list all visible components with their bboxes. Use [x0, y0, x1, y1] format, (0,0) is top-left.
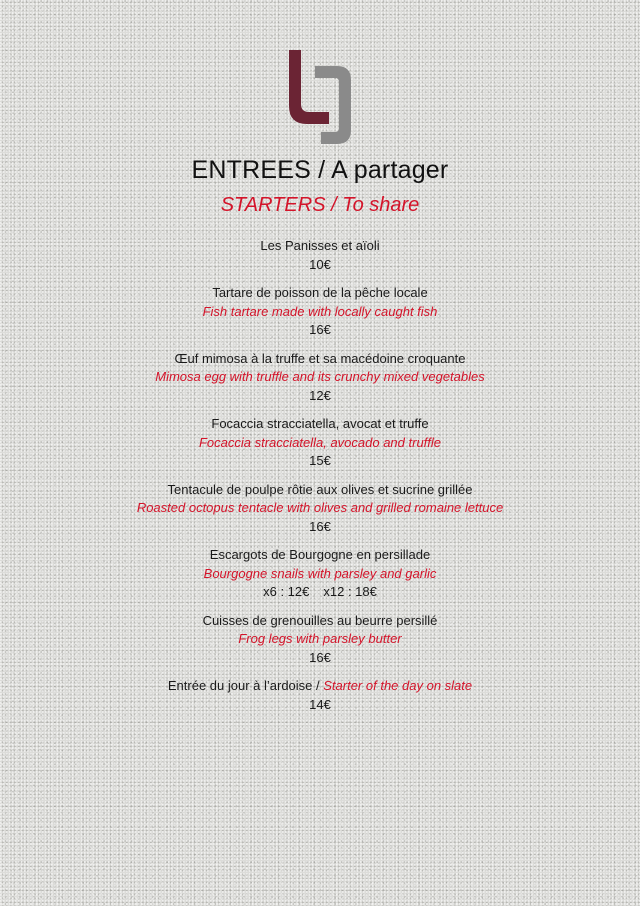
item-name-en: Frog legs with parsley butter [238, 631, 402, 646]
item-name-fr: Œuf mimosa à la truffe et sa macédoine croquante [174, 350, 466, 366]
item-name-en: Roasted octopus tentacle with olives and grilled romaine lettuce [136, 500, 504, 515]
item-name-fr: Les Panisses et aïoli [260, 238, 380, 253]
item-price: 10€ [309, 256, 331, 272]
item-price: 16€ [309, 518, 331, 534]
menu-item-focaccia [0, 415, 640, 471]
item-name-fr: Entrée du jour à l’ardoise / [167, 678, 324, 693]
item-price: 15€ [309, 453, 331, 468]
menu-item-fish-tartare [0, 284, 640, 340]
menu-items-list [0, 237, 640, 724]
item-name-fr: Cuisses de grenouilles au beurre persillé [202, 612, 438, 628]
item-price [0, 583, 640, 602]
item-name-en: Focaccia stracciatella, avocado and truffle [198, 434, 442, 450]
item-price-twelve: x12 : 18€ [323, 584, 377, 599]
item-name-line [0, 677, 640, 696]
item-name-en: Bourgogne snails with parsley and garlic [203, 565, 437, 581]
item-name-fr: Escargots de Bourgogne en persillade [209, 547, 431, 562]
item-name-fr: Focaccia stracciatella, avocat et truffe [211, 416, 429, 431]
menu-item-mimosa-egg [0, 350, 640, 406]
item-name-en: Fish tartare made with locally caught fish [202, 303, 438, 319]
item-price: 16€ [309, 649, 331, 665]
menu-item-escargots [0, 546, 640, 602]
item-name-en: Starter of the day on slate [323, 678, 473, 693]
item-name-fr: Tartare de poisson de la pêche locale [212, 285, 428, 300]
item-price: 16€ [309, 322, 331, 337]
item-price: 14€ [309, 696, 331, 712]
page-title: ENTREES / A partager [191, 156, 449, 184]
item-price: 12€ [309, 387, 331, 403]
page-subtitle: STARTERS / To share [220, 194, 420, 216]
menu-item-octopus [0, 481, 640, 537]
menu-item-panisses [0, 237, 640, 274]
restaurant-logo-icon [285, 46, 357, 148]
menu-item-frog-legs [0, 612, 640, 668]
item-name-fr: Tentacule de poulpe rôtie aux olives et sucrine grillée [167, 481, 473, 497]
menu-item-starter-of-day [0, 677, 640, 714]
item-name-en: Mimosa egg with truffle and its crunchy mixed vegetables [155, 369, 485, 384]
item-price-six: x6 : 12€ [263, 584, 310, 599]
